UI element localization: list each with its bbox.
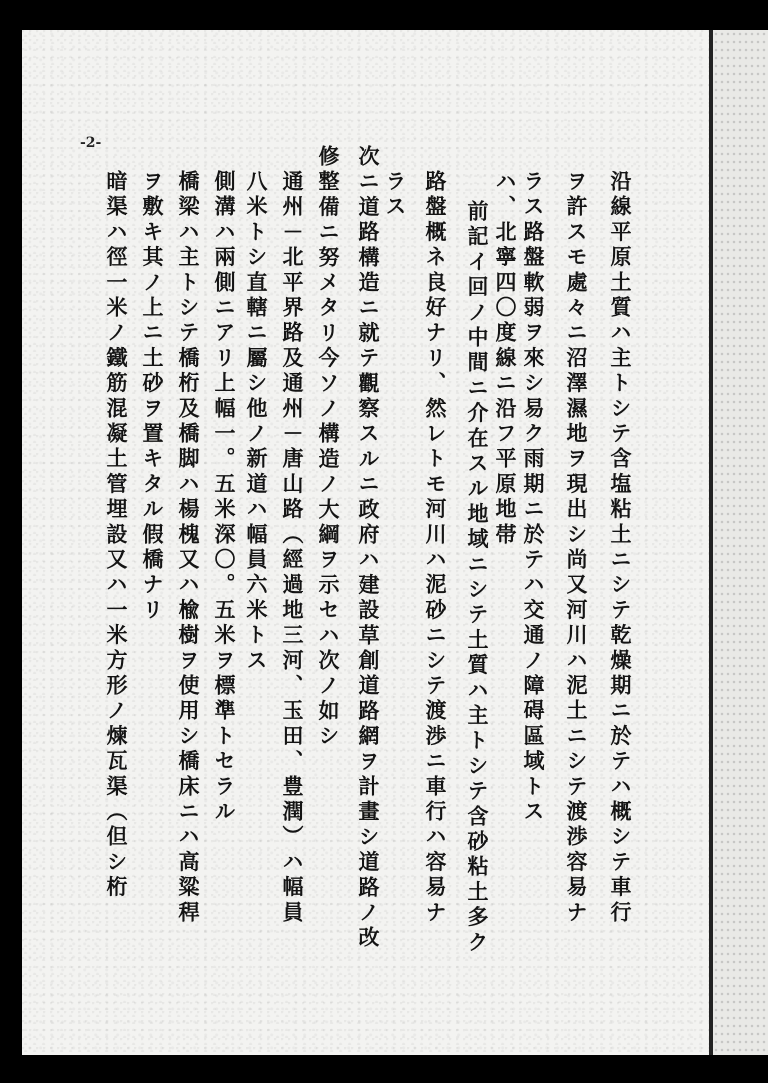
- text-column: 暗渠ハ徑一米ノ鐵筋混凝土管埋設又ハ一米方形ノ煉瓦渠（但シ桁: [104, 170, 129, 901]
- text-column: ヲ許スモ處々ニ沼澤濕地ヲ現出シ尚又河川ハ泥土ニシテ渡渉容易ナ: [564, 170, 589, 926]
- text-column: 橋梁ハ主トシテ橋桁及橋脚ハ楊槐又ハ楡樹ヲ使用シ橋床ニハ高粱稈: [176, 170, 201, 926]
- page-number: -2-: [80, 135, 102, 151]
- next-page-edge: [713, 30, 768, 1055]
- text-column: 沿線平原土質ハ主トシテ含塩粘土ニシテ乾燥期ニ於テハ概シテ車行: [608, 170, 633, 926]
- text-column: 路盤概ネ良好ナリ、然レトモ河川ハ泥砂ニシテ渡渉ニ車行ハ容易ナ: [423, 170, 448, 926]
- text-column: 前記イ回ノ中間ニ介在スル地域ニシテ土質ハ主トシテ含砂粘土多ク: [465, 200, 490, 956]
- text-column: 次ニ道路構造ニ就テ觀察スルニ政府ハ建設草創道路網ヲ計畫シ道路ノ改: [356, 145, 381, 952]
- text-column: ラス路盤軟弱ヲ來シ易ク雨期ニ於テハ交通ノ障碍區域トス: [521, 170, 546, 826]
- text-column: ラス: [383, 170, 408, 221]
- text-column: 通州－北平界路及通州－唐山路（經過地三河、玉田、豊潤）ハ幅員: [280, 170, 305, 926]
- text-column: 八米トシ直轄ニ屬シ他ノ新道ハ幅員六米トス: [244, 170, 269, 674]
- text-column: 側溝ハ兩側ニアリ上幅一。五米深〇。五米ヲ標準トセラル: [212, 170, 237, 826]
- text-column: ヲ敷キ其ノ上ニ土砂ヲ置キタル假橋ナリ: [140, 170, 165, 624]
- section-heading: ハ、北寧四〇度線ニ沿フ平原地帯: [493, 170, 518, 548]
- text-column: 修整備ニ努メタリ今ソノ構造ノ大綱ヲ示セハ次ノ如シ: [316, 145, 341, 750]
